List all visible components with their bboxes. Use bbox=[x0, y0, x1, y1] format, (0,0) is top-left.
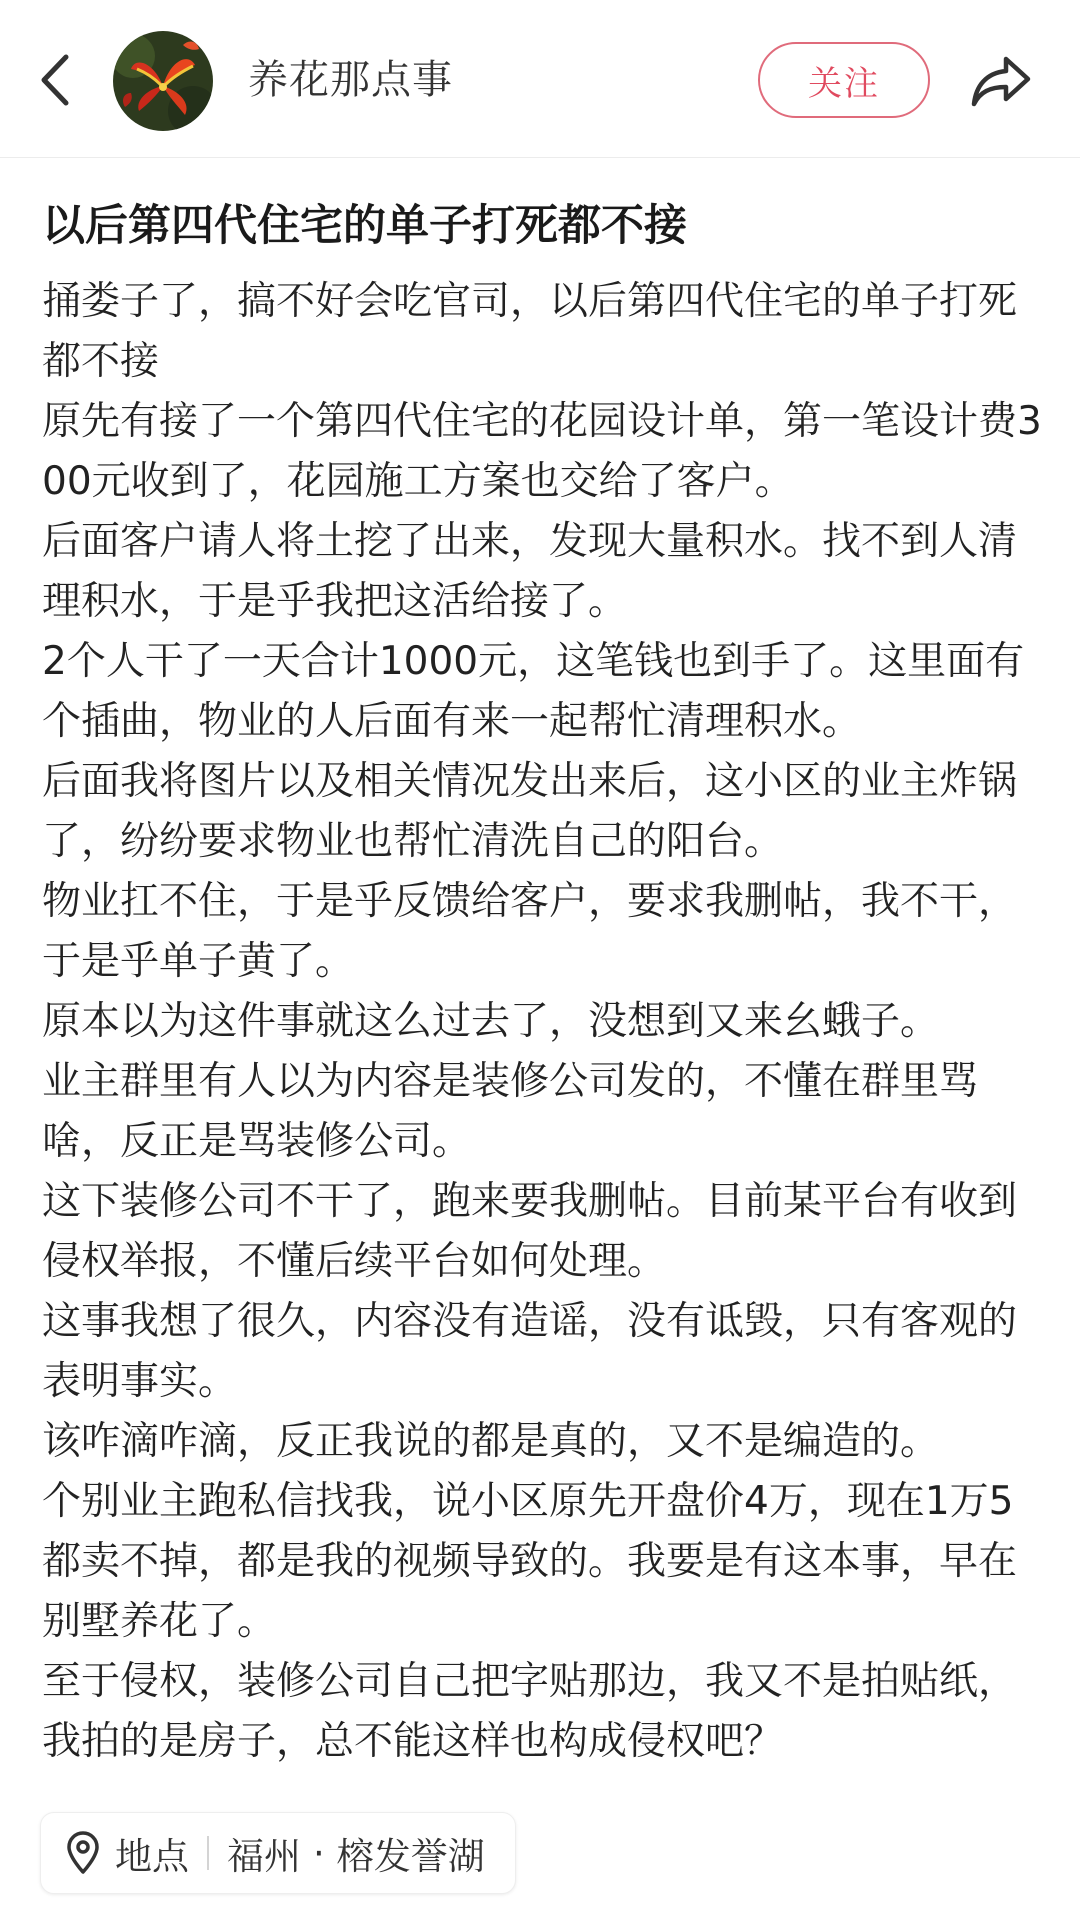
post-paragraph: 业主群里有人以为内容是装修公司发的，不懂在群里骂啥，反正是骂装修公司。 bbox=[42, 1059, 979, 1164]
post-paragraph: 后面客户请人将土挖了出来，发现大量积水。找不到人清理积水，于是乎我把这活给接了。 bbox=[42, 519, 1018, 624]
post-paragraph: 个别业主跑私信找我，说小区原先开盘价4万，现在1万5都卖不掉，都是我的视频导致的。我要是有这本事，早在别墅养花了。 bbox=[42, 1479, 1018, 1644]
post-paragraph: 至于侵权，装修公司自己把字贴那边，我又不是拍贴纸，我拍的是房子，总不能这样也构成侵权吧？ bbox=[42, 1659, 1018, 1764]
chevron-left-icon bbox=[38, 53, 72, 107]
post-paragraph: 原本以为这件事就这么过去了，没想到又来幺蛾子。 bbox=[42, 999, 940, 1044]
post-body bbox=[42, 272, 1042, 1772]
author-avatar[interactable] bbox=[113, 31, 213, 131]
post-paragraph: 捅娄子了，搞不好会吃官司，以后第四代住宅的单子打死都不接 bbox=[42, 279, 1018, 384]
location-label: 地点 bbox=[115, 1835, 189, 1878]
back-button[interactable] bbox=[30, 45, 80, 115]
post-title: 以后第四代住宅的单子打死都不接 bbox=[42, 201, 687, 251]
post-paragraph: 这下装修公司不干了，跑来要我删帖。目前某平台有收到侵权举报，不懂后续平台如何处理。 bbox=[42, 1179, 1018, 1284]
location-place: 榕发誉湖 bbox=[336, 1835, 485, 1878]
location-separator: · bbox=[313, 1831, 325, 1875]
follow-button[interactable]: 关注 bbox=[758, 42, 930, 118]
post-paragraph: 2个人干了一天合计1000元，这笔钱也到手了。这里面有个插曲，物业的人后面有来一起帮忙清理积水。 bbox=[42, 639, 1025, 744]
top-bar bbox=[0, 0, 1080, 158]
flower-avatar-image bbox=[113, 31, 213, 131]
post-paragraph: 原先有接了一个第四代住宅的花园设计单，第一笔设计费300元收到了，花园施工方案也交给了客户。 bbox=[42, 399, 1042, 504]
author-name[interactable]: 养花那点事 bbox=[248, 57, 453, 103]
location-city: 福州 bbox=[227, 1835, 301, 1878]
location-pin-icon bbox=[63, 1831, 103, 1875]
location-tag[interactable] bbox=[40, 1812, 516, 1894]
post-paragraph: 后面我将图片以及相关情况发出来后，这小区的业主炸锅了，纷纷要求物业也帮忙清洗自己的阳台。 bbox=[42, 759, 1018, 864]
share-arrow-icon bbox=[970, 54, 1032, 108]
post-paragraph: 这事我想了很久，内容没有造谣，没有诋毁，只有客观的表明事实。 bbox=[42, 1299, 1018, 1404]
post-paragraph: 该咋滴咋滴，反正我说的都是真的，又不是编造的。 bbox=[42, 1419, 940, 1464]
location-divider bbox=[207, 1836, 209, 1870]
post-paragraph: 物业扛不住，于是乎反馈给客户，要求我删帖，我不干，于是乎单子黄了。 bbox=[42, 879, 1018, 984]
share-button[interactable] bbox=[966, 48, 1036, 114]
